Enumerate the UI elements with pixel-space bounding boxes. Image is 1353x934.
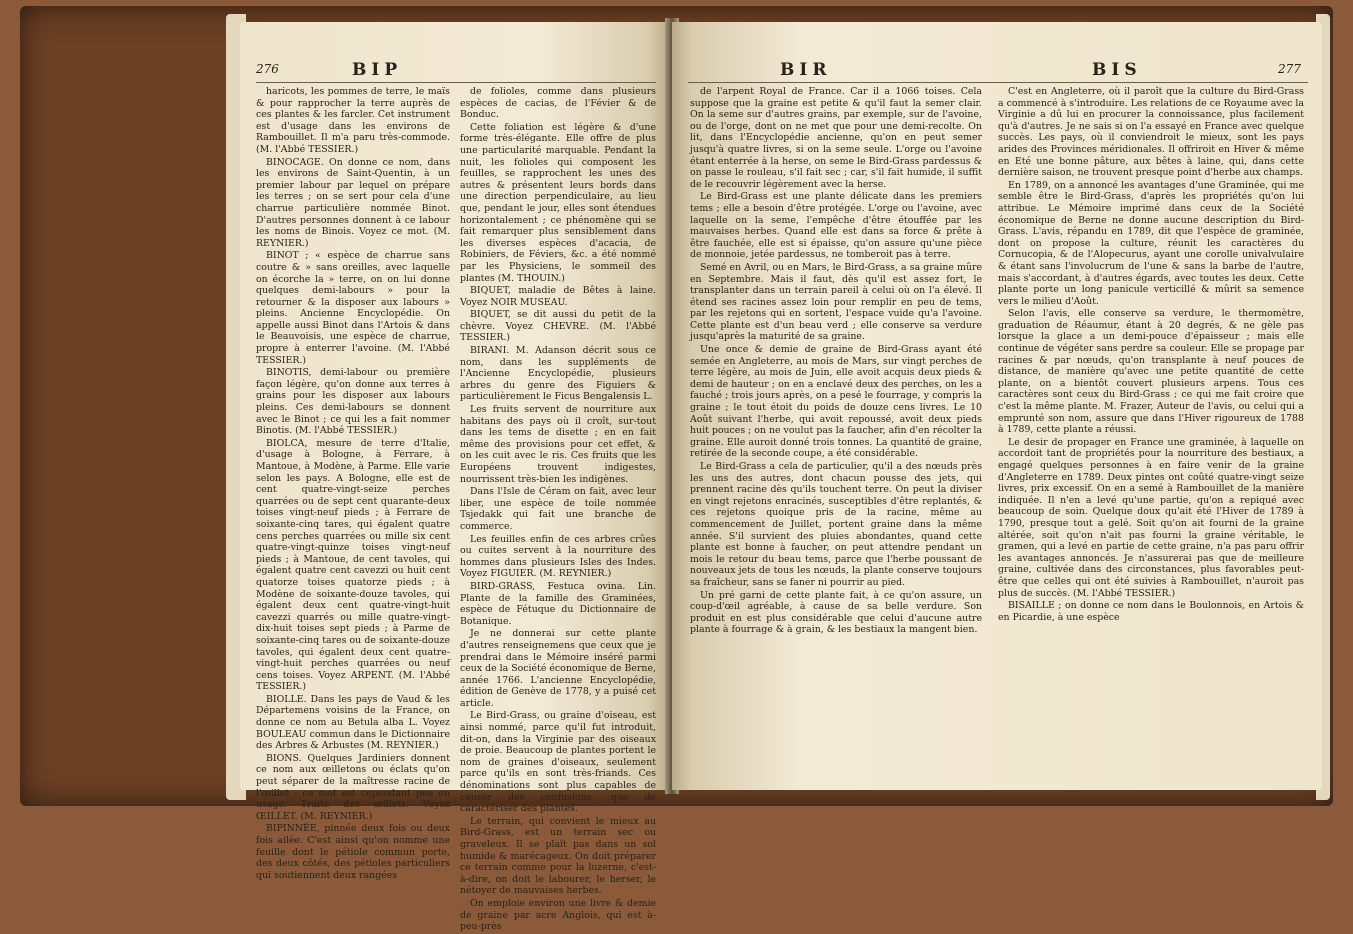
paragraph: Les feuilles enfin de ces arbres crûes ou cuites servent à la nourriture des hommes dans plusieurs Isles des Indes. Voyez FIGUIER. (M. REYNIER.) xyxy=(460,533,656,580)
paragraph: BIPINNÉE, pinnée deux fois ou deux fois ailée. C'est ainsi qu'on nomme une feuille dont le pétiole commun porte, des deux côtés, des pétioles particuliers qui soutiennent deux rangées xyxy=(256,823,450,881)
paragraph: Semé en Avril, ou en Mars, le Bird-Grass, a sa graine mûre en Septembre. Mais il faut, dès qu'il est assez fort, le transplanter dans un terrain pareil à celui où on l'a élevé. Il étend ses racines assez loin pour remplir en peu de tems, par les rejetons qui en sortent, l'espace vuide qu'a l'avoine. Cette plante est d'un beau verd ; elle conserve sa verdure jusqu'après la maturité de sa graine. xyxy=(690,261,982,343)
paragraph: BINOTIS, demi-labour ou première façon légère, qu'on donne aux terres à grains pour les disposer aux labours pleins. Ces demi-labours se donnent avec le Binot ; ce qui les a fait nommer Binotis. (M. l'Abbé TESSIER.) xyxy=(256,367,450,437)
paragraph: Le Bird-Grass a cela de particulier, qu'il a des nœuds près les uns des autres, dont chacun pousse des jets, qui prennent racine dès qu'ils touchent terre. On peut la diviser en vingt rejetons enracinés, susceptibles d'être replantés, & ces rejetons quoique pris de la racine, même au commencement de Juillet, portent graine dans la même année. S'il survient des pluies abondantes, quand cette plante est bonne à faucher, on peut attendre pendant un mois le retour du beau tems, parce que l'herbe poussant de nouveaux jets de tous les nœuds, la plante conserve toujours sa fraîcheur, sans se faner ni pourrir au pied. xyxy=(690,461,982,588)
right-page xyxy=(672,22,1322,790)
paragraph: Un pré garni de cette plante fait, à ce qu'on assure, un coup-d'œil agréable, à cause de sa belle verdure. Son produit en est plus considérable que celui d'aucune autre plante à fourrage & à grain, & les bestiaux la mangent bien. xyxy=(690,589,982,636)
left-head-rule xyxy=(256,82,656,83)
paragraph: de folioles, comme dans plusieurs espèces de cacias, de l'Févier & de Bonduc. xyxy=(460,86,656,121)
paragraph: En 1789, on a annoncé les avantages d'une Graminée, qui me semble être le Bird-Grass, d'après les propriétés qu'on lui attribue. Le Mémoire imprimé dans ceux de la Société économique de Berne ne donne aucune description du Bird-Grass. L'avis, répandu en 1789, dit que l'espèce de graminée, dont on propose la culture, réunit les caractères du Cornucopia, & de l'Alopecurus, ayant une corolle univalvulaire & étant sans l'involucrum de l'une & sans la barbe de l'autre, mais s'accordant, à d'autres égards, avec toutes les deux. Cette plante porte un long panicule verticillé & mûrit sa semence vers le milieu d'Août. xyxy=(998,179,1304,307)
paragraph: haricots, les pommes de terre, le maïs & pour rapprocher la terre auprès de ces plantes & les farcler. Cet instrument est d'usage dans les environs de Rambouillet. Il m'a paru très-commode. (M. l'Abbé TESSIER.) xyxy=(256,86,450,155)
paragraph: Dans l'Isle de Céram on fait, avec leur liber, une espèce de toile nommée Tsjedakk qui fait une branche de commerce. xyxy=(460,486,656,532)
paragraph: Le terrain, qui convient le mieux au Bird-Grass, est un terrain sec ou graveleux. Il se plaît pas dans un sol humide & marécageux. On doit préparer ce terrain comme pour la luzerne, c'est-à-dire, on doit le labourer, le herser, le nétoyer de mauvaises herbes. xyxy=(460,815,656,897)
paragraph: BINOT ; « espèce de charrue sans coutre & » sans oreilles, avec laquelle on écorche la » terre, on on lui donne quelques demi-labours » pour la retourner & la disposer aux labours » pleins. Ancienne Encyclopédie. On appelle aussi Binot dans l'Artois & dans le Beauvoisis, une espèce de charrue, propre à enterrer l'avoine. (M. l'Abbé TESSIER.) xyxy=(256,250,450,366)
paragraph: BIQUET, maladie de Bêtes à laine. Voyez NOIR MUSEAU. xyxy=(460,285,656,308)
paragraph: BIOLCA, mesure de terre d'Italie, d'usage à Bologne, à Ferrare, à Mantoue, à Modène, à Parme. Elle varie selon les pays. A Bologne, elle est de cent quatre-vingt-seize perches quarrées ou de sept cent quarante-deux toises vingt-neuf pieds ; à Ferrare de soixante-cinq tares, qui égalent quatre cens perches quarrées ou mille six cent quatre-vingt-quinze toises vingt-neuf pieds ; à Mantoue, de cent tavoles, qui égalent quatre cent cavezzi ou huit cent quatorze toises quatorze pieds ; à Modène de soixante-douze tavoles, qui égalent deux cent quatre-vingt-huit cavezzi quarrés ou mille quatre-vingt-dix-huit toises sept pieds ; à Parme de soixante-cinq tares ou de soixante-douze tavoles, qui égalent deux cent quatre-vingt-huit perches quarrées ou neuf cens toises. Voyez ARPENT. (M. l'Abbé TESSIER.) xyxy=(256,437,450,693)
paragraph: Une once & demie de graine de Bird-Grass ayant été semée en Angleterre, au mois de Mars, sur vingt perches de terre légère, au mois de Juin, elle avoit acquis deux pieds & demi de hauteur ; on en a enclavé deux des perches, on les a fauché ; trois jours après, on a pesé le fourrage, y compris la graine ; le tout étoit du poids de douze cens livres. Le 10 Août suivant l'herbe, qui avoit repoussé, avoit deux pieds huit pouces ; on ne voulut pas la faucher, afin d'en récolter la graine. Elle auroit donné trois tonnes. La quantité de graine, retirée de la seconde coupe, a été considérable. xyxy=(690,344,982,460)
paragraph: Les fruits servent de nourriture aux habitans des pays où il croît, sur-tout dans les tems de disette ; en en fait même des provisions pour cet effet, & on les cuit avec le ris. Ces fruits que les Européens trouvent indigestes, nourrissent très-bien les indigènes. xyxy=(460,404,656,485)
paragraph: BIONS. Quelques Jardiniers donnent ce nom aux œilletons ou éclats qu'on peut séparer de la maîtresse racine de l'œillet : ce mot est cependant peu en usage. Traité des œillets. Voyez ŒILLET. (M. REYNIER.) xyxy=(256,752,450,822)
right-running-head-left: BIR xyxy=(780,60,832,80)
paragraph: BIOLLE. Dans les pays de Vaud & les Départemens voisins de la France, on donne ce nom au Betula alba L. Voyez BOULEAU commun dans le Dictionnaire des Arbres & Arbustes (M. REYNIER.) xyxy=(256,693,450,752)
paragraph: BINOCAGE. On donne ce nom, dans les environs de Saint-Quentin, à un premier labour par lequel on prépare les terres ; on se sert pour cela d'une charrue particulière nommée Binot. D'autres personnes donnent à ce labour les noms de Binois. Voyez ce mot. (M. REYNIER.) xyxy=(256,156,450,249)
paragraph: BIRANI. M. Adanson décrit sous ce nom, dans les suppléments de l'Ancienne Encyclopédie, plusieurs arbres du genre des Figuiers & particulièrement le Ficus Bengalensis L. xyxy=(460,345,656,403)
paragraph: BIRD-GRASS, Festuca ovina. Lin. Plante de la famille des Graminées, espèce de Fétuque du Dictionnaire de Botanique. xyxy=(460,580,656,627)
left-page xyxy=(240,22,670,933)
left-running-head: BIP xyxy=(352,60,403,80)
right-page-number: 277 xyxy=(1278,62,1301,76)
left-column-a xyxy=(256,86,450,882)
paragraph: Cette foliation est légère & d'une forme très-élégante. Elle offre de plus une particularité marquable. Pendant la nuit, les folioles qui composent les feuilles, se rapprochent les unes des autres & présentent leurs bords dans une direction perpendiculaire, au lieu que, pendant le jour, elles sont étendues horizontalement ; ce phénomène qui se fait remarquer plus sensiblement dans les diverses espèces d'acacia, de Robiniers, de Féviers, &c. a été nommé par les Physiciens, le sommeil des plantes (M. THOUIN.) xyxy=(460,121,656,284)
paragraph: Le Bird-Grass est une plante délicate dans les premiers tems ; elle a besoin d'être protégée. L'orge ou l'avoine, avec laquelle on la seme, l'empêche d'être étouffée par les mauvaises herbes. Quand elle est dans sa force & prête à être fauchée, elle est si épaisse, qu'on assure qu'une pièce de monnoie, jetée pardessus, ne tomberoit pas à terre. xyxy=(690,191,982,261)
paragraph: BISAILLE ; on donne ce nom dans le Boulonnois, en Artois & en Picardie, à une espèce xyxy=(998,600,1304,623)
paragraph: Le desir de propager en France une graminée, à laquelle on accordoit tant de propriétés pour la nourriture des bestiaux, a engagé quelques personnes à en faire venir de la graine d'Angleterre en 1789. Deux pintes ont coûté quatre-vingt seize livres, prix excessif. On en a semé à Rambouillet de la manière indiquée. Il n'en a levé qu'une partie, qu'on a repiqué avec beaucoup de soin. Quelque doux qu'ait été l'Hiver de 1789 à 1790, presque tout a gelé. Soit qu'on ait fourni de la graine altérée, soit qu'on n'ait pas fourni la graine véritable, le gramen, qui a levé en partie de cette graine, n'a pas paru offrir les avantages annoncés. Je n'assurerai pas que de meilleure graine, cultivée dans des circonstances, plus favorables peut-être que celles qui ont été suivies à Rambouillet, n'auroit pas plus de succès. (M. l'Abbé TESSIER.) xyxy=(998,436,1304,599)
right-column-a xyxy=(690,86,982,637)
right-running-head-right: BIS xyxy=(1092,60,1142,80)
right-head-rule xyxy=(688,82,1308,83)
left-column-b xyxy=(460,86,656,934)
paragraph: BIQUET, se dit aussi du petit de la chèvre. Voyez CHEVRE. (M. l'Abbé TESSIER.) xyxy=(460,309,656,344)
paragraph: C'est en Angleterre, où il paroît que la culture du Bird-Grass a commencé à s'introduire. Les relations de ce Royaume avec la Virginie a dû lui en procurer la connoissance, plus facilement qu'à d'autres. Je ne sais si on l'a essayé en France avec quelque succès. Les pays, où il conviendroit le mieux, sont les pays arides des Provinces méridionales. Il offriroit en Hiver & même en Eté une bonne pâture, aux bêtes à laine, qui, dans cette dernière saison, ne trouvent presque point d'herbe aux champs. xyxy=(998,86,1304,179)
right-column-b xyxy=(998,86,1304,624)
paragraph: Je ne donnerai sur cette plante d'autres renseignemens que ceux que je prendrai dans le Mémoire inséré parmi ceux de la Société économique de Berne, année 1766. L'ancienne Encyclopédie, édition de Genève de 1778, y a puisé cet article. xyxy=(460,628,656,709)
paragraph: On emploie environ une livre & demie de graine par acre Anglois, qui est à-peu-près xyxy=(460,897,656,933)
paragraph: de l'arpent Royal de France. Car il a 1066 toises. Cela suppose que la graine est petite & qu'il faut la semer clair. On la seme sur d'autres grains, par exemple, sur de l'avoine, ou de l'orge, dont on ne met que pour une demi-recolte. On lit, dans l'Encyclopédie ancienne, qu'on en peut semer jusqu'à quatre livres, si on la seme seule. L'orge ou l'avoine étant enterrée à la herse, on seme le Bird-Grass pardessus & on passe le rouleau, s'il fait sec ; car, s'il fait humide, il suffit de le recouvrir légèrement avec la herse. xyxy=(690,86,982,190)
paragraph: Le Bird-Grass, ou graine d'oiseau, est ainsi nommé, parce qu'il fut introduit, dit-on, dans la Virginie par des oiseaux de proie. Beaucoup de plantes portent le nom de graines d'oiseaux, seulement parce qu'ils en sont très-friands. Ces dénominations sont plus capables de causer des confusions, que de caractériser des plantes. xyxy=(460,710,656,815)
paragraph: Selon l'avis, elle conserve sa verdure, le thermomètre, graduation de Réaumur, étant à 20 degrés, & ne gèle pas lorsque la glace a un demi-pouce d'épaisseur ; mais elle continue de végéter sans perdre sa couleur. Elle se propage par racines & par nœuds, qu'on transplante à neuf pouces de distance, de manière qu'avec une petite quantité de cette plante, on a bientôt couvert plusieurs arpens. Tous ces caractères sont ceux du Bird-Grass ; ce qui me fait croire que c'est la même plante. M. Frazer, Auteur de l'avis, ou celui qui a emprunté son nom, assure que dans l'Hiver rigoureux de 1788 à 1789, cette plante a réussi. xyxy=(998,308,1304,436)
left-page-number: 276 xyxy=(256,62,279,76)
